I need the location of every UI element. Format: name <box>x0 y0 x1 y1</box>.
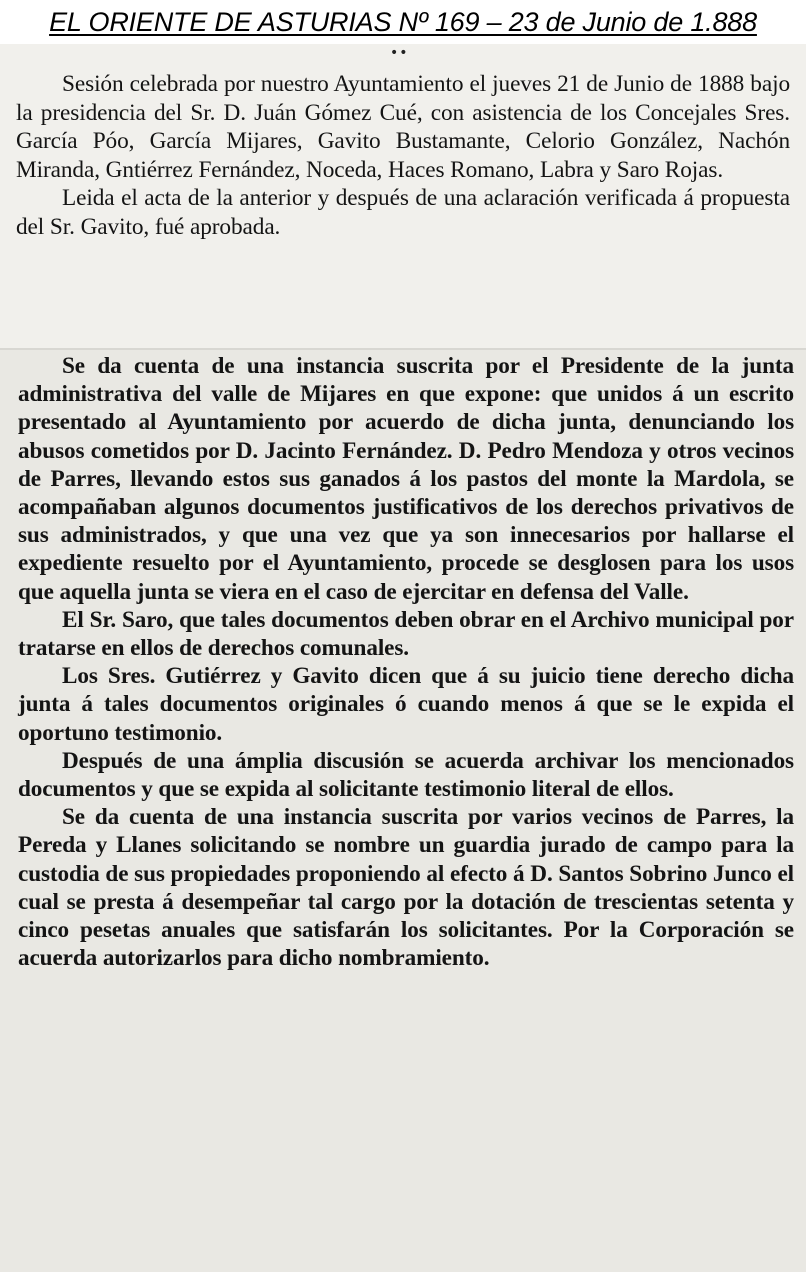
mijares-petition-paragraph: Se da cuenta de una instancia suscrita por el Presidente de la junta administrativa del valle de Mijares en que expone: que unidos á un escrito presentado al Ayuntamiento por acuerdo de dicha junta, denunciando los abusos cometidos por D. Jacinto Fernández. D. Pedro Mendoza y otros vecinos de Parres, llevando estos sus ganados á los pastos del monte la Mardola, se acompañaban algunos documentos justificativos de los derechos privativos de sus administrados, y que una vez que ya son innecesarios por hallarse el expediente resuelto por el Ayuntamiento, procede se desglosen para los usos que aquella junta se viera en el caso de ejercitar en defensa del Valle. <box>18 353 794 605</box>
gutierrez-gavito-opinion-paragraph: Los Sres. Gutiérrez y Gavito dicen que á su juicio tiene derecho dicha junta á tales documentos originales ó cuando menos á que se le expida el oportuno testimonio. <box>18 663 794 746</box>
newspaper-clipping-main <box>0 348 806 1272</box>
minutes-approval-paragraph: Leida el acta de la anterior y después de una aclaración verificada á propuesta del Sr. Gavito, fué aprobada. <box>16 185 790 240</box>
saro-opinion-paragraph: El Sr. Saro, que tales documentos deben obrar en el Archivo municipal por tratarse en ellos de derechos comunales. <box>18 606 794 662</box>
field-guard-petition-paragraph: Se da cuenta de una instancia suscrita por varios vecinos de Parres, la Pereda y Llanes solicitando se nombre un guardia jurado de campo para la custodia de sus propiedades proponiendo al efecto á D. Santos Sobrino Junco el cual se presta á desempeñar tal cargo por la dotación de trescientas setenta y cinco pesetas anuales que satisfarán los solicitantes. Por la Corporación se acuerda autorizarlos para dicho nombramiento. <box>18 804 794 972</box>
newspaper-title: EL ORIENTE DE ASTURIAS Nº 169 – 23 de Junio de 1.888 <box>49 7 757 37</box>
session-intro-paragraph: Sesión celebrada por nuestro Ayuntamiento el jueves 21 de Junio de 1888 bajo la presidencia del Sr. D. Juán Gómez Cué, con asistencia de los Concejales Sres. García Póo, García Mijares, Gavito Bustamante, Celorio González, Nachón Miranda, Gntiérrez Fernández, Noceda, Haces Romano, Labra y Saro Rojas. <box>16 71 790 183</box>
ornament-dots: •• <box>390 45 409 61</box>
newspaper-clipping-top <box>0 44 806 348</box>
archive-resolution-paragraph: Después de una ámplia discusión se acuerda archivar los mencionados documentos y que se expida al solicitante testimonio literal de ellos. <box>18 747 794 803</box>
page-header <box>0 0 806 44</box>
